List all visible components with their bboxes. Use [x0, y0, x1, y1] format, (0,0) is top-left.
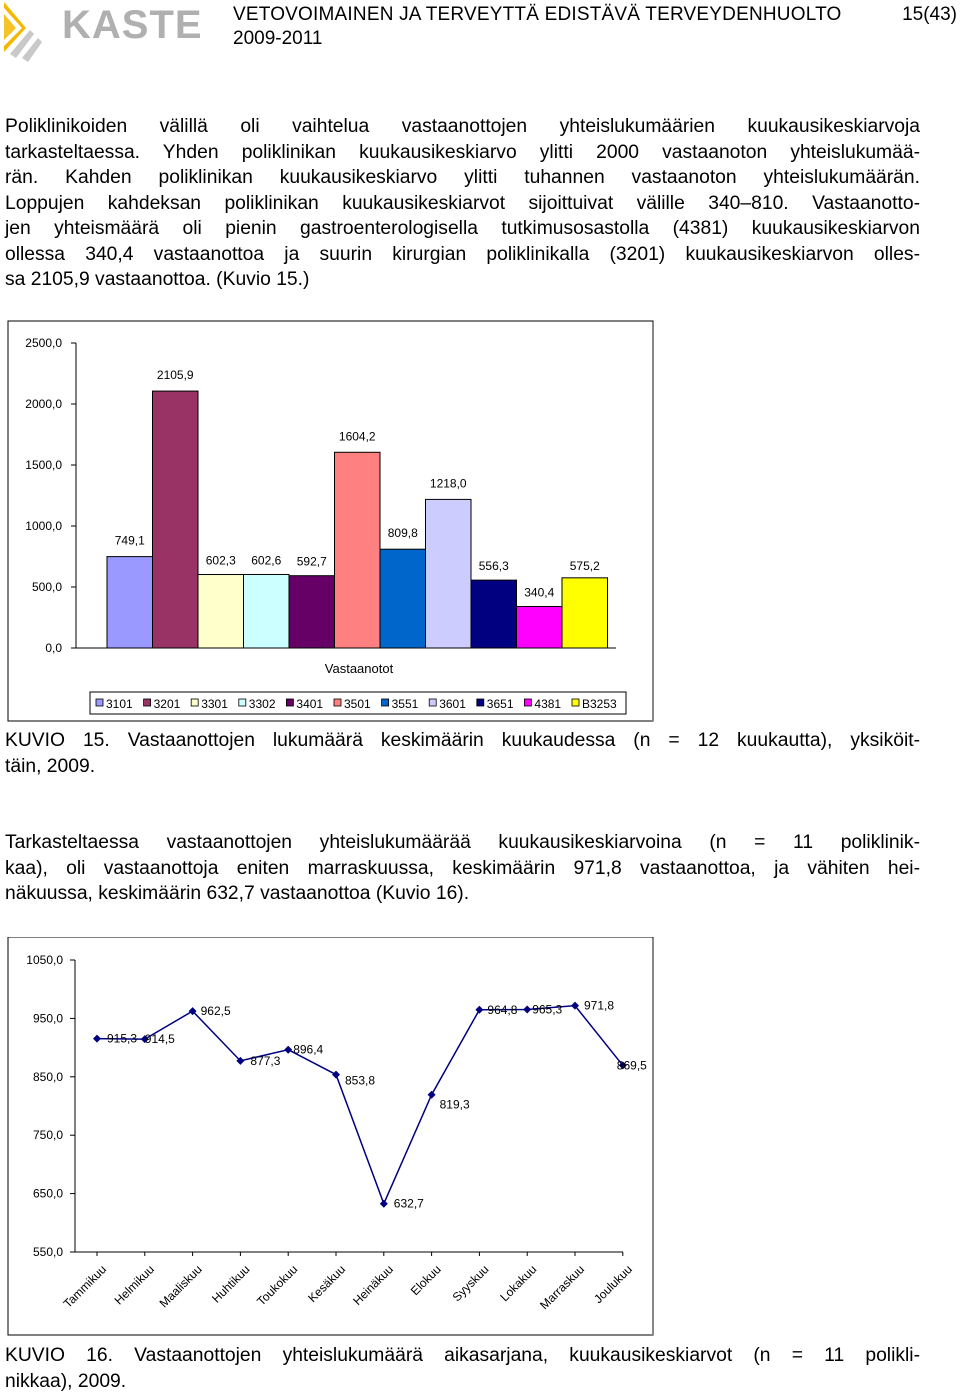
data-label: 971,8 [584, 999, 614, 1013]
legend-label-4381: 4381 [534, 697, 561, 711]
legend-label-3601: 3601 [439, 697, 466, 711]
paragraph-line: jen yhteismäärä oli pienin gastroenterologisella tutkimusosastolla (4381) kuukausikeskiarvon [5, 216, 920, 242]
legend-swatch-3401 [286, 699, 293, 706]
y-tick-label: 1500,0 [25, 458, 62, 472]
bar-3302 [244, 574, 290, 648]
y-tick-label: 2000,0 [25, 397, 62, 411]
logo-text: KASTE [62, 3, 203, 47]
paragraph-line: sa 2105,9 vastaanottoa. (Kuvio 15.) [5, 267, 920, 293]
data-label-3601: 1218,0 [430, 476, 467, 490]
y-tick-label: 1000,0 [25, 519, 62, 533]
bar-3301 [198, 575, 244, 648]
x-tick-label: Syyskuu [450, 1262, 492, 1304]
paragraph-line: Loppujen kahdeksan poliklinikan kuukausikeskiarvot sijoittuivat välille 340–810. Vastaanotto- [5, 191, 920, 217]
caption-line: KUVIO 15. Vastaanottojen lukumäärä keskimäärin kuukaudessa (n = 12 kuukautta), yksiköit- [5, 728, 920, 754]
x-tick-label: Helmikuu [112, 1262, 157, 1307]
paragraph-line: rän. Kahden poliklinikan kuukausikeskiarvo ylitti tuhannen vastaanoton yhteislukumäärän. [5, 165, 920, 191]
legend-label-3651: 3651 [487, 697, 514, 711]
legend-swatch-3551 [382, 699, 389, 706]
data-label: 869,5 [617, 1058, 647, 1072]
header-years: 2009-2011 [233, 28, 322, 50]
y-tick-label: 2500,0 [25, 336, 62, 350]
data-label: 819,3 [440, 1098, 470, 1112]
x-tick-label: Lokakuu [497, 1262, 539, 1304]
paragraph-line: ollessa 340,4 vastaanottoa ja suurin kirurgian poliklinikalla (3201) kuukausikeskiarvon olles- [5, 242, 920, 268]
data-label-4381: 340,4 [524, 585, 554, 599]
legend-swatch-3101 [96, 699, 103, 706]
paragraph-1 [5, 114, 920, 293]
data-label-3651: 556,3 [479, 559, 509, 573]
data-label: 965,3 [532, 1002, 562, 1016]
legend-label-3302: 3302 [249, 697, 276, 711]
data-label: 914,5 [145, 1032, 175, 1046]
x-tick-label: Marraskuu [537, 1262, 587, 1312]
bar-3601 [426, 499, 472, 648]
kaste-logo [0, 0, 205, 62]
y-tick-label: 500,0 [32, 580, 62, 594]
data-label-3551: 809,8 [388, 526, 418, 540]
x-tick-label: Tammikuu [61, 1262, 110, 1311]
y-tick-label: 950,0 [33, 1011, 63, 1025]
legend-swatch-3651 [477, 699, 484, 706]
bar-chart-kuvio-15 [0, 320, 960, 725]
data-label-3401: 592,7 [297, 555, 327, 569]
bar-3651 [471, 580, 517, 648]
paragraph-line: tarkasteltaessa. Yhden poliklinikan kuukausikeskiarvo ylitti 2000 vastaanoton yhteislukumää- [5, 140, 920, 166]
bar-3401 [289, 576, 335, 648]
bar-3501 [335, 452, 381, 648]
legend-label-3201: 3201 [154, 697, 181, 711]
paragraph-line: kaa), oli vastaanottoja eniten marraskuussa, keskimäärin 971,8 vastaanottoa, ja vähiten hei- [5, 856, 920, 882]
caption-line: nikkaa), 2009. [5, 1369, 920, 1394]
x-tick-label: Elokuu [408, 1262, 444, 1298]
x-tick-label: Heinäkuu [350, 1262, 396, 1308]
legend-label-B3253: B3253 [582, 697, 617, 711]
legend-label-3551: 3551 [392, 697, 419, 711]
data-label-3101: 749,1 [115, 534, 145, 548]
data-label-B3253: 575,2 [570, 559, 600, 573]
page-number: 15(43) [902, 4, 957, 26]
x-tick-label: Maaliskuu [157, 1262, 205, 1310]
caption-line: KUVIO 16. Vastaanottojen yhteislukumäärä aikasarjana, kuukausikeskiarvot (n = 11 polikli- [5, 1343, 920, 1369]
legend-swatch-3301 [191, 699, 198, 706]
caption-kuvio-16 [5, 1343, 920, 1394]
y-tick-label: 1050,0 [26, 953, 63, 967]
data-label: 964,8 [487, 1003, 517, 1017]
caption-kuvio-15 [5, 728, 920, 779]
x-tick-label: Joulukuu [591, 1262, 635, 1306]
legend-swatch-3302 [239, 699, 246, 706]
bar-3201 [153, 391, 199, 648]
header-title: VETOVOIMAINEN JA TERVEYTTÄ EDISTÄVÄ TERVEYDENHUOLTO [233, 4, 842, 26]
legend-swatch-3201 [144, 699, 151, 706]
y-tick-label: 650,0 [33, 1187, 63, 1201]
paragraph-line: Poliklinikoiden välillä oli vaihtelua vastaanottojen yhteislukumäärien kuukausikeskiarvoja [5, 114, 920, 140]
bar-3101 [107, 557, 153, 648]
data-label: 632,7 [394, 1197, 424, 1211]
y-tick-label: 550,0 [33, 1245, 63, 1259]
legend-swatch-3501 [334, 699, 341, 706]
caption-line: täin, 2009. [5, 754, 920, 780]
paragraph-line: Tarkasteltaessa vastaanottojen yhteislukumäärää kuukausikeskiarvoina (n = 11 poliklinik- [5, 830, 920, 856]
x-axis-label: Vastaanotot [325, 661, 394, 676]
paragraph-2 [5, 830, 920, 907]
y-tick-label: 850,0 [33, 1070, 63, 1084]
paragraph-line: näkuussa, keskimäärin 632,7 vastaanottoa (Kuvio 16). [5, 881, 920, 907]
x-tick-label: Toukokuu [254, 1262, 300, 1308]
x-tick-label: Kesäkuu [305, 1262, 348, 1305]
legend-label-3301: 3301 [201, 697, 228, 711]
x-tick-label: Huhtikuu [209, 1262, 252, 1305]
line-chart-kuvio-16 [0, 937, 960, 1337]
data-label-3301: 602,3 [206, 554, 236, 568]
y-tick-label: 750,0 [33, 1128, 63, 1142]
y-tick-label: 0,0 [45, 641, 62, 655]
data-label-3302: 602,6 [251, 553, 281, 567]
data-label: 962,5 [201, 1004, 231, 1018]
legend-swatch-B3253 [572, 699, 579, 706]
data-label-3501: 1604,2 [339, 429, 376, 443]
data-label: 877,3 [250, 1054, 280, 1068]
data-label: 853,8 [345, 1074, 375, 1088]
bar-B3253 [562, 578, 608, 648]
legend-label-3401: 3401 [296, 697, 323, 711]
bar-3551 [380, 549, 426, 648]
data-label-3201: 2105,9 [157, 368, 194, 382]
bar-4381 [517, 606, 563, 648]
legend-swatch-4381 [524, 699, 531, 706]
data-label: 915,3 [107, 1032, 137, 1046]
legend-label-3101: 3101 [106, 697, 133, 711]
legend-label-3501: 3501 [344, 697, 371, 711]
data-label: 896,4 [293, 1043, 323, 1057]
legend-swatch-3601 [429, 699, 436, 706]
